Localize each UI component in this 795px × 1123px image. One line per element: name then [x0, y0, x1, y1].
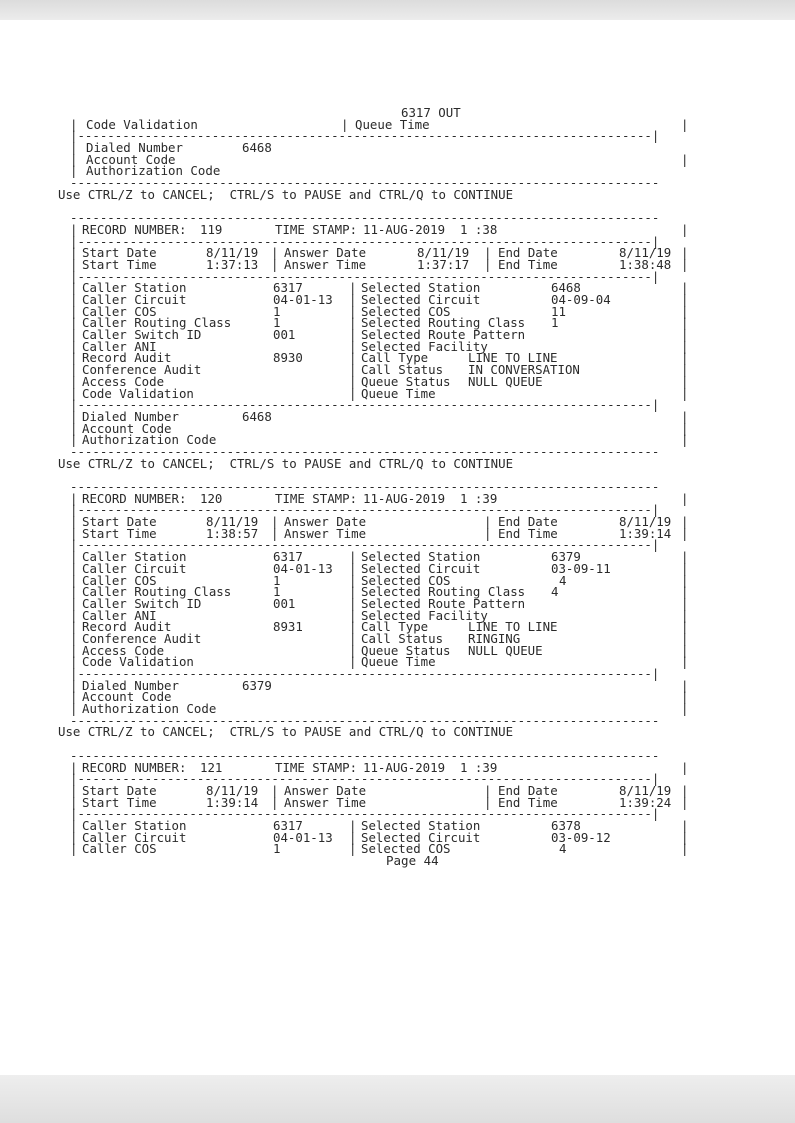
field-value: 6468	[242, 408, 272, 424]
divider: |-----------------------------------------------------------------------------|	[70, 128, 660, 144]
field-label: Selected Circuit	[361, 560, 481, 576]
station-out: 6317 OUT	[401, 105, 461, 120]
border: |	[681, 607, 689, 623]
border: |	[349, 385, 357, 401]
field-value: 4	[559, 841, 567, 857]
report-line	[58, 455, 710, 471]
border: |	[70, 116, 78, 132]
border: |	[681, 116, 689, 132]
field-value: 1:38:57	[206, 525, 259, 541]
cancel-message: Use CTRL/Z to CANCEL; CTRL/S to PAUSE and CTRL/Q to CONTINUE	[58, 455, 514, 471]
field-value: 6317	[273, 549, 303, 565]
field-label: Caller ANI	[82, 607, 157, 623]
field-label: Start Date	[82, 782, 157, 798]
field-value: 8930	[273, 350, 303, 366]
report-line	[70, 773, 710, 785]
field-label: Account Code	[82, 420, 172, 436]
border: |	[70, 350, 78, 366]
border: |	[681, 362, 689, 378]
field-label: Authorization Code	[82, 701, 217, 717]
border: |	[681, 327, 689, 343]
border: |	[349, 630, 357, 646]
border: |	[349, 315, 357, 331]
field-label: End Date	[498, 782, 558, 798]
field-label: Access Code	[82, 373, 165, 389]
border: |	[349, 642, 357, 658]
divider: |-----------------------------------------------------------------------------|	[70, 502, 660, 518]
border: |	[681, 560, 689, 576]
border: |	[70, 759, 78, 775]
report-line	[70, 855, 710, 867]
field-label: Dialed Number	[86, 140, 183, 156]
field-label: Record Audit	[82, 619, 172, 635]
scan-edge-bottom	[0, 1075, 795, 1123]
field-label: Queue Time	[355, 116, 430, 132]
border: |	[70, 817, 78, 833]
border: |	[349, 829, 357, 845]
field-value: 8/11/19	[619, 245, 672, 261]
field-label: Conference Audit	[82, 362, 202, 378]
field-label: Call Type	[361, 619, 429, 635]
divider: -------------------------------------------------------------------------------	[70, 443, 660, 459]
field-label: Caller Routing Class	[82, 315, 232, 331]
border: |	[271, 256, 279, 272]
field-label: Caller Routing Class	[82, 584, 232, 600]
divider: |-----------------------------------------------------------------------------|	[70, 233, 660, 249]
border: |	[70, 514, 78, 530]
border: |	[681, 759, 689, 775]
record-number: 121	[200, 759, 223, 775]
field-value: 04-01-13	[273, 560, 333, 576]
field-value: 8/11/19	[619, 514, 672, 530]
border: |	[681, 817, 689, 833]
border: |	[484, 245, 492, 261]
field-value: 8/11/19	[619, 782, 672, 798]
border: |	[349, 549, 357, 565]
border: |	[70, 642, 78, 658]
border: |	[349, 362, 357, 378]
border: |	[70, 794, 78, 810]
field-label: Caller ANI	[82, 338, 157, 354]
border: |	[70, 619, 78, 635]
field-label: Answer Time	[284, 794, 367, 810]
border: |	[349, 619, 357, 635]
border: |	[70, 689, 78, 705]
field-label: Caller Switch ID	[82, 327, 202, 343]
field-label: Queue Status	[361, 373, 451, 389]
border: |	[484, 256, 492, 272]
field-label: Code Validation	[82, 654, 194, 670]
field-label: Dialed Number	[82, 677, 179, 693]
border: |	[681, 373, 689, 389]
field-value: 1	[273, 315, 281, 331]
cancel-message: Use CTRL/Z to CANCEL; CTRL/S to PAUSE and CTRL/Q to CONTINUE	[58, 186, 514, 202]
border: |	[70, 595, 78, 611]
field-label: Conference Audit	[82, 630, 202, 646]
border: |	[70, 490, 78, 506]
border: |	[681, 385, 689, 401]
border: |	[681, 432, 689, 448]
border: |	[681, 549, 689, 565]
border: |	[681, 221, 689, 237]
border: |	[70, 163, 78, 179]
field-value: 1	[273, 572, 281, 588]
border: |	[681, 420, 689, 436]
report-line	[58, 724, 710, 740]
time-stamp: 11-AUG-2019 1 :38	[363, 221, 498, 237]
field-value: NULL QUEUE	[468, 642, 543, 658]
time-stamp: 11-AUG-2019 1 :39	[363, 490, 498, 506]
border: |	[70, 373, 78, 389]
border: |	[484, 782, 492, 798]
field-label: Authorization Code	[82, 432, 217, 448]
record-number: 120	[200, 490, 223, 506]
field-label: End Time	[498, 525, 558, 541]
border: |	[70, 549, 78, 565]
field-value: 1	[551, 315, 559, 331]
border: |	[681, 256, 689, 272]
divider: |-----------------------------------------------------------------------------|	[70, 666, 660, 681]
report-line	[70, 504, 710, 516]
border: |	[70, 572, 78, 588]
field-value: 4	[551, 584, 559, 600]
field-value: 1:39:24	[619, 794, 672, 810]
field-value: 04-01-13	[273, 829, 333, 845]
border: |	[70, 292, 78, 307]
field-label: Start Date	[82, 514, 157, 530]
border: |	[70, 584, 78, 600]
border: |	[349, 817, 357, 833]
report-line	[70, 782, 710, 798]
border: |	[681, 292, 689, 307]
field-label: Answer Time	[284, 256, 367, 272]
border: |	[349, 841, 357, 857]
scan-edge-top	[0, 0, 795, 20]
border: |	[349, 560, 357, 576]
border: |	[681, 584, 689, 600]
field-label: Selected COS	[361, 303, 451, 319]
field-label: End Time	[498, 256, 558, 272]
field-label: Access Code	[82, 642, 165, 658]
border: |	[484, 794, 492, 810]
border: |	[681, 794, 689, 810]
border: |	[70, 327, 78, 343]
border: |	[681, 841, 689, 857]
record-number: 119	[200, 221, 223, 237]
field-label: Selected Routing Class	[361, 315, 526, 331]
field-value: RINGING	[468, 630, 521, 646]
field-value: 1:37:13	[206, 256, 259, 272]
border: |	[681, 245, 689, 261]
field-value: 1:39:14	[206, 794, 259, 810]
field-label: Selected Circuit	[361, 829, 481, 845]
divider: -------------------------------------------------------------------------------	[70, 712, 660, 728]
field-label: Caller Switch ID	[82, 595, 202, 611]
field-label: Dialed Number	[82, 408, 179, 424]
border: |	[681, 350, 689, 366]
border: |	[349, 654, 357, 670]
field-value: 8/11/19	[206, 782, 259, 798]
border: |	[70, 420, 78, 436]
field-label: Caller Station	[82, 280, 187, 296]
field-label: Account Code	[82, 689, 172, 705]
field-value: 1	[273, 584, 281, 600]
field-value: LINE TO LINE	[468, 619, 558, 635]
field-label: Queue Status	[361, 642, 451, 658]
divider: |-----------------------------------------------------------------------------|	[70, 397, 660, 413]
border: |	[70, 607, 78, 623]
field-label: Caller COS	[82, 841, 157, 857]
field-label: RECORD NUMBER:	[82, 759, 187, 775]
border: |	[681, 408, 689, 424]
border: |	[271, 782, 279, 798]
cancel-message: Use CTRL/Z to CANCEL; CTRL/S to PAUSE and CTRL/Q to CONTINUE	[58, 724, 514, 740]
field-label: Call Type	[361, 350, 429, 366]
divider: -------------------------------------------------------------------------------	[70, 210, 660, 226]
border: |	[70, 829, 78, 845]
field-label: Selected Facility	[361, 338, 488, 354]
field-label: TIME STAMP:	[275, 490, 358, 506]
border: |	[484, 525, 492, 541]
border: |	[341, 116, 349, 132]
call-detail-report	[58, 105, 710, 868]
field-label: RECORD NUMBER:	[82, 490, 187, 506]
border: |	[70, 140, 78, 156]
field-label: Caller COS	[82, 572, 157, 588]
border: |	[271, 514, 279, 530]
border: |	[70, 654, 78, 670]
field-value: IN CONVERSATION	[468, 362, 580, 378]
field-label: Answer Date	[284, 514, 367, 530]
border: |	[681, 654, 689, 670]
field-label: Selected Routing Class	[361, 584, 526, 600]
divider: |-----------------------------------------------------------------------------|	[70, 771, 660, 787]
field-label: Answer Time	[284, 525, 367, 541]
field-value: 001	[273, 595, 296, 611]
field-value: 8/11/19	[206, 245, 259, 261]
field-value: 8931	[273, 619, 303, 635]
border: |	[349, 327, 357, 343]
field-label: Caller Station	[82, 549, 187, 565]
border: |	[681, 782, 689, 798]
field-value: 1	[273, 841, 281, 857]
border: |	[349, 595, 357, 611]
field-value: 04-01-13	[273, 292, 333, 307]
divider: |-----------------------------------------------------------------------------|	[70, 537, 660, 553]
border: |	[681, 280, 689, 296]
border: |	[349, 338, 357, 354]
border: |	[681, 525, 689, 541]
border: |	[681, 514, 689, 530]
field-label: Queue Time	[361, 654, 436, 670]
field-label: Start Time	[82, 794, 157, 810]
border: |	[70, 221, 78, 237]
field-value: 6468	[242, 140, 272, 156]
field-value: 11	[551, 303, 566, 319]
divider: |-----------------------------------------------------------------------------|	[70, 806, 660, 822]
field-label: Authorization Code	[86, 163, 221, 179]
field-label: Start Time	[82, 256, 157, 272]
field-label: End Date	[498, 514, 558, 530]
field-label: Caller Circuit	[82, 829, 187, 845]
border: |	[70, 245, 78, 261]
field-value: 6317	[273, 280, 303, 296]
field-label: Answer Date	[284, 782, 367, 798]
field-value: 6379	[242, 677, 272, 693]
border: |	[681, 338, 689, 354]
field-value: 001	[273, 327, 296, 343]
field-label: End Date	[498, 245, 558, 261]
border: |	[349, 350, 357, 366]
field-label: Code Validation	[82, 385, 194, 401]
field-label: RECORD NUMBER:	[82, 221, 187, 237]
border: |	[70, 338, 78, 354]
page-number: Page 44	[386, 853, 439, 868]
border: |	[70, 525, 78, 541]
field-label: Caller COS	[82, 303, 157, 319]
field-label: Selected Facility	[361, 607, 488, 623]
border: |	[484, 514, 492, 530]
field-value: 03-09-12	[551, 829, 611, 845]
field-label: TIME STAMP:	[275, 221, 358, 237]
field-label: Selected Station	[361, 817, 481, 833]
field-value: 6378	[551, 817, 581, 833]
border: |	[349, 280, 357, 296]
field-label: Selected Circuit	[361, 292, 481, 307]
field-value: 1:39:14	[619, 525, 672, 541]
field-value: LINE TO LINE	[468, 350, 558, 366]
report-line	[70, 233, 710, 249]
time-stamp: 11-AUG-2019 1 :39	[363, 759, 498, 775]
border: |	[271, 794, 279, 810]
border: |	[70, 280, 78, 296]
border: |	[70, 701, 78, 717]
field-label: Selected Route Pattern	[361, 595, 526, 611]
border: |	[70, 408, 78, 424]
divider: -------------------------------------------------------------------------------	[70, 175, 660, 191]
divider: -------------------------------------------------------------------------------	[70, 747, 660, 763]
border: |	[70, 256, 78, 272]
field-label: Start Date	[82, 245, 157, 261]
field-label: Queue Time	[361, 385, 436, 401]
border: |	[70, 560, 78, 576]
border: |	[349, 373, 357, 389]
border: |	[70, 385, 78, 401]
field-value: 6317	[273, 817, 303, 833]
field-value: 6379	[551, 549, 581, 565]
border: |	[681, 151, 689, 167]
field-label: End Time	[498, 794, 558, 810]
field-label: Selected Station	[361, 280, 481, 296]
border: |	[681, 701, 689, 717]
field-label: Code Validation	[86, 116, 198, 132]
field-value: NULL QUEUE	[468, 373, 543, 389]
border: |	[271, 525, 279, 541]
field-value: 1	[273, 303, 281, 319]
report-line	[70, 516, 710, 528]
field-value: 03-09-11	[551, 560, 611, 576]
border: |	[681, 572, 689, 588]
field-label: Selected COS	[361, 572, 451, 588]
field-label: Call Status	[361, 630, 444, 646]
border: |	[70, 432, 78, 448]
border: |	[70, 303, 78, 319]
field-value: 04-09-04	[551, 292, 611, 307]
field-label: Account Code	[86, 151, 176, 167]
border: |	[70, 630, 78, 646]
border: |	[70, 315, 78, 331]
border: |	[349, 292, 357, 307]
field-label: Caller Circuit	[82, 560, 187, 576]
border: |	[681, 303, 689, 319]
field-label: TIME STAMP:	[275, 759, 358, 775]
report-line	[58, 186, 710, 202]
border: |	[70, 677, 78, 693]
divider: -------------------------------------------------------------------------------	[70, 479, 660, 494]
border: |	[681, 595, 689, 611]
field-value: 1:38:48	[619, 256, 672, 272]
border: |	[681, 619, 689, 635]
field-label: Selected Route Pattern	[361, 327, 526, 343]
border: |	[681, 642, 689, 658]
divider: |-----------------------------------------------------------------------------|	[70, 268, 660, 284]
field-label: Call Status	[361, 362, 444, 378]
border: |	[681, 677, 689, 693]
border: |	[349, 572, 357, 588]
field-value: 4	[559, 572, 567, 588]
field-value: 8/11/19	[206, 514, 259, 530]
field-value: 1:37:17	[417, 256, 470, 272]
border: |	[681, 829, 689, 845]
border: |	[271, 245, 279, 261]
border: |	[70, 151, 78, 167]
field-label: Record Audit	[82, 350, 172, 366]
border: |	[349, 584, 357, 600]
field-label: Selected COS	[361, 841, 451, 857]
border: |	[681, 630, 689, 646]
field-value: 8/11/19	[417, 245, 470, 261]
field-label: Answer Date	[284, 245, 367, 261]
report-line	[70, 247, 710, 259]
field-label: Selected Station	[361, 549, 481, 565]
border: |	[681, 315, 689, 331]
border: |	[70, 362, 78, 378]
field-label: Caller Circuit	[82, 292, 187, 307]
border: |	[681, 490, 689, 506]
border: |	[349, 303, 357, 319]
field-value: 6468	[551, 280, 581, 296]
border: |	[349, 607, 357, 623]
field-label: Start Time	[82, 525, 157, 541]
border: |	[681, 689, 689, 705]
border: |	[70, 782, 78, 798]
field-label: Caller Station	[82, 817, 187, 833]
border: |	[70, 841, 78, 857]
